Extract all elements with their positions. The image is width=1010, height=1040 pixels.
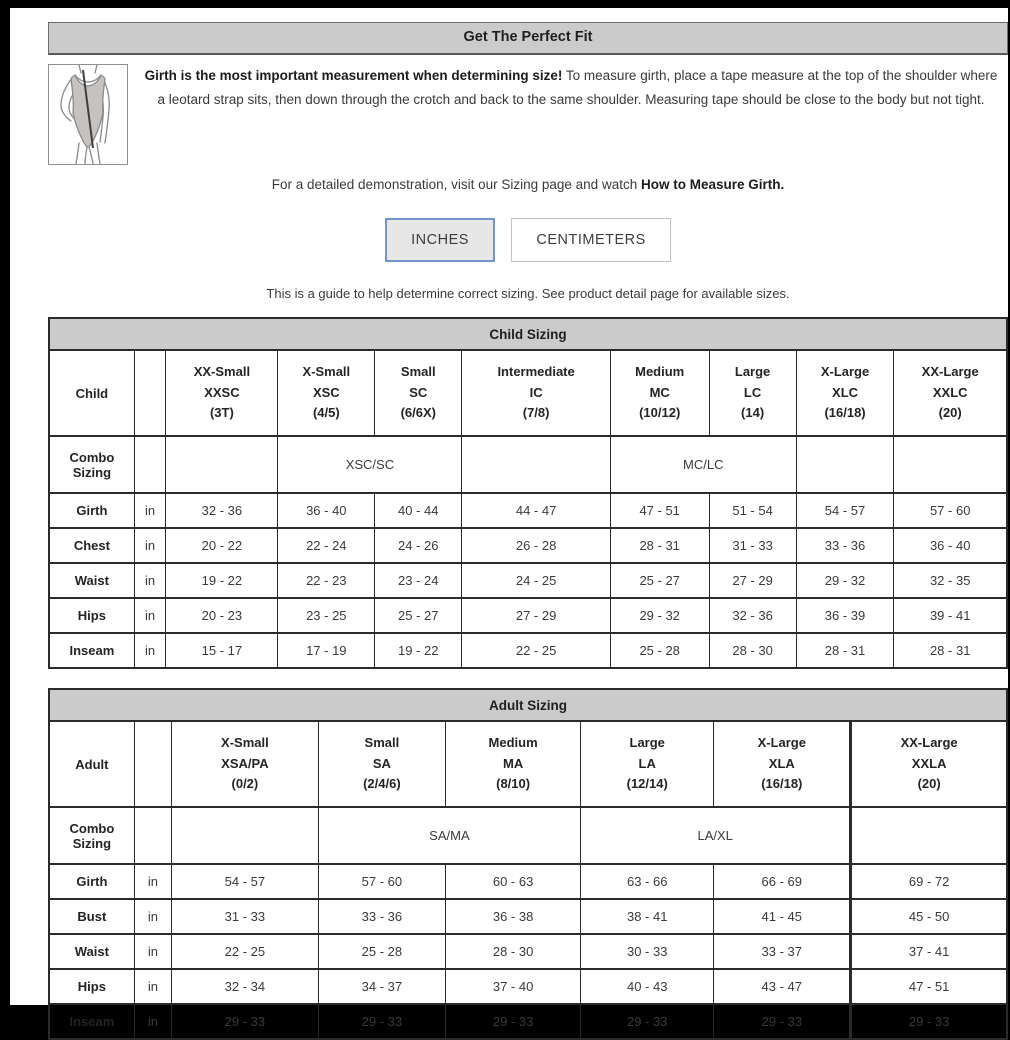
child-measurement-value: 23 - 25 <box>278 598 375 633</box>
child-measurement-value: 51 - 54 <box>709 493 796 528</box>
adult-measurement-label: Waist <box>49 934 134 969</box>
adult-measurement-value: 45 - 50 <box>851 899 1007 934</box>
child-measurement-label: Inseam <box>49 633 134 668</box>
demo-note-prefix: For a detailed demonstration, visit our Sizing page and watch <box>271 177 641 192</box>
adult-measurement-label: Hips <box>49 969 134 1004</box>
adult-measurement-value: 33 - 37 <box>714 934 851 969</box>
adult-combo-size-cell: SA/MA <box>318 807 580 864</box>
child-measurement-value: 24 - 25 <box>462 563 610 598</box>
adult-unit-cell: in <box>134 864 171 899</box>
adult-unit-column-header <box>134 721 171 807</box>
child-unit-cell: in <box>134 493 166 528</box>
child-size-column-header: Small SC (6/6X) <box>375 350 462 436</box>
adult-combo-size-cell <box>851 807 1007 864</box>
child-size-column-header: X-Small XSC (4/5) <box>278 350 375 436</box>
unit-toggle <box>48 218 1008 262</box>
child-unit-cell: in <box>134 633 166 668</box>
leotard-girth-icon <box>49 65 127 164</box>
intro-section <box>48 64 1008 165</box>
child-measurement-value: 40 - 44 <box>375 493 462 528</box>
child-measurement-label: Waist <box>49 563 134 598</box>
child-measurement-value: 32 - 35 <box>894 563 1007 598</box>
sizing-guide-note: This is a guide to help determine correct sizing. See product detail page for available sizes. <box>266 286 790 301</box>
child-measurement-row <box>49 633 1007 668</box>
adult-measurement-value: 29 - 33 <box>851 1004 1007 1039</box>
child-measurement-row <box>49 528 1007 563</box>
adult-measurement-value: 31 - 33 <box>172 899 319 934</box>
adult-size-column-header: Small SA (2/4/6) <box>318 721 445 807</box>
adult-measurement-value: 37 - 40 <box>446 969 581 1004</box>
child-combo-unit-cell <box>134 436 166 493</box>
child-measurement-value: 20 - 23 <box>166 598 278 633</box>
adult-measurement-value: 69 - 72 <box>851 864 1007 899</box>
child-measurement-value: 36 - 39 <box>796 598 894 633</box>
child-measurement-value: 23 - 24 <box>375 563 462 598</box>
adult-table-title: Adult Sizing <box>49 689 1007 721</box>
leotard-girth-illustration <box>48 64 128 165</box>
child-measurement-value: 36 - 40 <box>278 493 375 528</box>
child-measurement-row <box>49 598 1007 633</box>
child-combo-size-cell: MC/LC <box>610 436 796 493</box>
child-measurement-value: 29 - 32 <box>796 563 894 598</box>
demo-note <box>48 177 1008 192</box>
adult-measurement-value: 34 - 37 <box>318 969 445 1004</box>
child-unit-cell: in <box>134 528 166 563</box>
child-measurement-value: 28 - 31 <box>894 633 1007 668</box>
child-measurement-value: 24 - 26 <box>375 528 462 563</box>
child-measurement-value: 22 - 25 <box>462 633 610 668</box>
adult-sizing-table <box>48 688 1008 1040</box>
adult-measurement-value: 28 - 30 <box>446 934 581 969</box>
adult-measurement-row <box>49 899 1007 934</box>
girth-instructions <box>128 64 1008 165</box>
child-combo-size-cell <box>462 436 610 493</box>
adult-size-column-header: Large LA (12/14) <box>581 721 714 807</box>
child-measurement-value: 32 - 36 <box>166 493 278 528</box>
adult-row-group-label: Adult <box>49 721 134 807</box>
adult-measurement-value: 29 - 33 <box>714 1004 851 1039</box>
inches-button[interactable]: INCHES <box>385 218 495 262</box>
child-measurement-value: 25 - 27 <box>375 598 462 633</box>
child-measurement-value: 57 - 60 <box>894 493 1007 528</box>
child-measurement-label: Chest <box>49 528 134 563</box>
adult-size-column-header: XX-Large XXLA (20) <box>851 721 1007 807</box>
adult-measurement-value: 47 - 51 <box>851 969 1007 1004</box>
adult-measurement-value: 60 - 63 <box>446 864 581 899</box>
child-measurement-row <box>49 563 1007 598</box>
adult-measurement-value: 29 - 33 <box>581 1004 714 1039</box>
child-unit-column-header <box>134 350 166 436</box>
adult-measurement-value: 22 - 25 <box>172 934 319 969</box>
girth-instructions-rest: To measure girth, place a tape measure at the top of the shoulder where a leotard strap sits, then down through the crotch and back to the same shoulder. Measuring tape should be close to the body but not tight. <box>157 68 998 107</box>
child-measurement-value: 19 - 22 <box>166 563 278 598</box>
adult-measurement-label: Girth <box>49 864 134 899</box>
child-measurement-value: 36 - 40 <box>894 528 1007 563</box>
adult-measurement-value: 37 - 41 <box>851 934 1007 969</box>
child-measurement-value: 33 - 36 <box>796 528 894 563</box>
child-row-group-label: Child <box>49 350 134 436</box>
child-measurement-value: 25 - 28 <box>610 633 709 668</box>
page-viewport <box>10 8 1008 1029</box>
child-measurement-value: 19 - 22 <box>375 633 462 668</box>
adult-unit-cell: in <box>134 899 171 934</box>
child-measurement-value: 27 - 29 <box>462 598 610 633</box>
child-size-column-header: Large LC (14) <box>709 350 796 436</box>
child-measurement-row <box>49 493 1007 528</box>
adult-unit-cell: in <box>134 934 171 969</box>
child-size-column-header: Medium MC (10/12) <box>610 350 709 436</box>
adult-measurement-value: 30 - 33 <box>581 934 714 969</box>
child-combo-row-label: Combo Sizing <box>49 436 134 493</box>
adult-measurement-value: 29 - 33 <box>446 1004 581 1039</box>
child-measurement-value: 22 - 23 <box>278 563 375 598</box>
girth-instructions-bold: Girth is the most important measurement when determining size! <box>144 68 563 83</box>
child-unit-cell: in <box>134 563 166 598</box>
adult-measurement-value: 36 - 38 <box>446 899 581 934</box>
child-size-column-header: Intermediate IC (7/8) <box>462 350 610 436</box>
adult-measurement-value: 29 - 33 <box>172 1004 319 1039</box>
child-measurement-value: 32 - 36 <box>709 598 796 633</box>
adult-measurement-row <box>49 864 1007 899</box>
child-measurement-value: 28 - 31 <box>610 528 709 563</box>
demo-note-bold: How to Measure Girth. <box>640 177 785 192</box>
child-measurement-value: 54 - 57 <box>796 493 894 528</box>
child-measurement-value: 26 - 28 <box>462 528 610 563</box>
adult-unit-cell: in <box>134 969 171 1004</box>
page-title: Get The Perfect Fit <box>48 22 1008 55</box>
child-measurement-value: 47 - 51 <box>610 493 709 528</box>
adult-combo-size-cell <box>172 807 319 864</box>
child-measurement-label: Hips <box>49 598 134 633</box>
child-measurement-value: 39 - 41 <box>894 598 1007 633</box>
adult-measurement-value: 40 - 43 <box>581 969 714 1004</box>
adult-measurement-value: 63 - 66 <box>581 864 714 899</box>
child-size-column-header: XX-Large XXLC (20) <box>894 350 1007 436</box>
adult-measurement-value: 43 - 47 <box>714 969 851 1004</box>
child-table-title: Child Sizing <box>49 318 1007 350</box>
adult-size-column-header: X-Small XSA/PA (0/2) <box>172 721 319 807</box>
adult-unit-cell: in <box>134 1004 171 1039</box>
adult-size-column-header: X-Large XLA (16/18) <box>714 721 851 807</box>
child-combo-size-cell <box>894 436 1007 493</box>
adult-measurement-value: 54 - 57 <box>172 864 319 899</box>
adult-measurement-value: 41 - 45 <box>714 899 851 934</box>
adult-size-column-header: Medium MA (8/10) <box>446 721 581 807</box>
adult-measurement-label: Inseam <box>49 1004 134 1039</box>
child-measurement-value: 27 - 29 <box>709 563 796 598</box>
adult-measurement-value: 25 - 28 <box>318 934 445 969</box>
adult-measurement-value: 66 - 69 <box>714 864 851 899</box>
adult-measurement-row <box>49 969 1007 1004</box>
child-measurement-value: 28 - 31 <box>796 633 894 668</box>
child-combo-size-cell <box>166 436 278 493</box>
adult-combo-row-label: Combo Sizing <box>49 807 134 864</box>
child-measurement-value: 17 - 19 <box>278 633 375 668</box>
child-measurement-value: 28 - 30 <box>709 633 796 668</box>
adult-measurement-value: 33 - 36 <box>318 899 445 934</box>
centimeters-button[interactable]: CENTIMETERS <box>511 218 670 262</box>
adult-measurement-value: 32 - 34 <box>172 969 319 1004</box>
child-measurement-value: 15 - 17 <box>166 633 278 668</box>
adult-combo-size-cell: LA/XL <box>581 807 851 864</box>
adult-measurement-label: Bust <box>49 899 134 934</box>
child-measurement-value: 25 - 27 <box>610 563 709 598</box>
adult-measurement-row <box>49 934 1007 969</box>
adult-measurement-value: 57 - 60 <box>318 864 445 899</box>
adult-measurement-value: 38 - 41 <box>581 899 714 934</box>
child-sizing-table <box>48 317 1008 669</box>
child-measurement-value: 20 - 22 <box>166 528 278 563</box>
child-combo-size-cell: XSC/SC <box>278 436 462 493</box>
child-measurement-value: 31 - 33 <box>709 528 796 563</box>
child-measurement-value: 44 - 47 <box>462 493 610 528</box>
child-unit-cell: in <box>134 598 166 633</box>
child-size-column-header: XX-Small XXSC (3T) <box>166 350 278 436</box>
child-combo-size-cell <box>796 436 894 493</box>
adult-measurement-row <box>49 1004 1007 1039</box>
child-measurement-value: 22 - 24 <box>278 528 375 563</box>
child-measurement-label: Girth <box>49 493 134 528</box>
child-size-column-header: X-Large XLC (16/18) <box>796 350 894 436</box>
adult-measurement-value: 29 - 33 <box>318 1004 445 1039</box>
adult-combo-unit-cell <box>134 807 171 864</box>
child-measurement-value: 29 - 32 <box>610 598 709 633</box>
